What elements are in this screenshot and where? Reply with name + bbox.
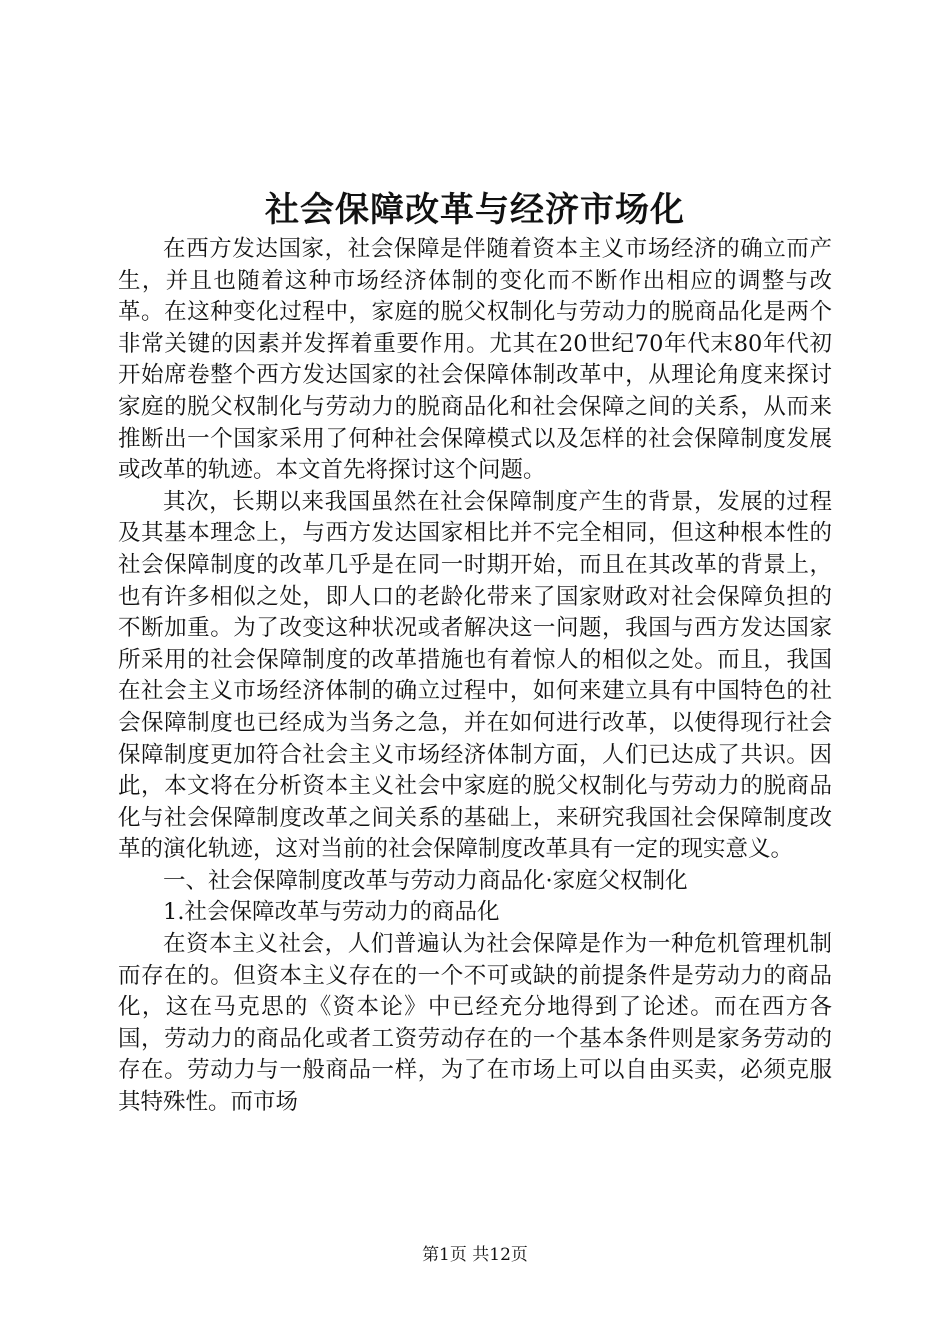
paragraph-section: 在资本主义社会，人们普遍认为社会保障是作为一种危机管理机制而存在的。但资本主义存在的一个不可或缺的前提条件是劳动力的商品化，这在马克思的《资本论》中已经充分地得到了论述。而在西方各国，劳动力的商品化或者工资劳动存在的一个基本条件则是家务劳动的存在。劳动力与一般商品一样，为了在市场上可以自由买卖，必须克服其特殊性。而市场	[118, 931, 832, 1116]
page-footer: 第1页 共12页	[422, 1245, 528, 1265]
section-heading: 一、社会保障制度改革与劳动力商品化·家庭父权制化	[163, 867, 688, 894]
paragraph-second: 其次，长期以来我国虽然在社会保障制度产生的背景，发展的过程及其基本理念上，与西方发达国家相比并不完全相同，但这种根本性的社会保障制度的改革几乎是在同一时期开始，而且在其改革的背景上，也有许多相似之处，即人口的老龄化带来了国家财政对社会保障负担的不断加重。为了改变这种状况或者解决这一问题，我国与西方发达国家所采用的社会保障制度的改革措施也有着惊人的相似之处。而且，我国在社会主义市场经济体制的确立过程中，如何来建立具有中国特色的社会保障制度也已经成为当务之急，并在如何进行改革，以使得现行社会保障制度更加符合社会主义市场经济体制方面，人们已达成了共识。因此，本文将在分析资本主义社会中家庭的脱父权制化与劳动力的脱商品化与社会保障制度改革之间关系的基础上，来研究我国社会保障制度改革的演化轨迹，这对当前的社会保障制度改革具有一定的现实意义。	[118, 488, 832, 863]
paragraph-intro: 在西方发达国家，社会保障是伴随着资本主义市场经济的确立而产生，并且也随着这种市场经济体制的变化而不断作出相应的调整与改革。在这种变化过程中，家庭的脱父权制化与劳动力的脱商品化是两个非常关键的因素并发挥着重要作用。尤其在20世纪70年代末80年代初开始席卷整个西方发达国家的社会保障体制改革中，从理论角度来探讨家庭的脱父权制化与劳动力的脱商品化和社会保障之间的关系，从而来推断出一个国家采用了何种社会保障模式以及怎样的社会保障制度发展或改革的轨迹。本文首先将探讨这个问题。	[118, 236, 832, 484]
document-title: 社会保障改革与经济市场化	[265, 190, 685, 230]
document-body	[118, 234, 832, 1119]
subsection-heading: 1.社会保障改革与劳动力的商品化	[163, 899, 500, 926]
